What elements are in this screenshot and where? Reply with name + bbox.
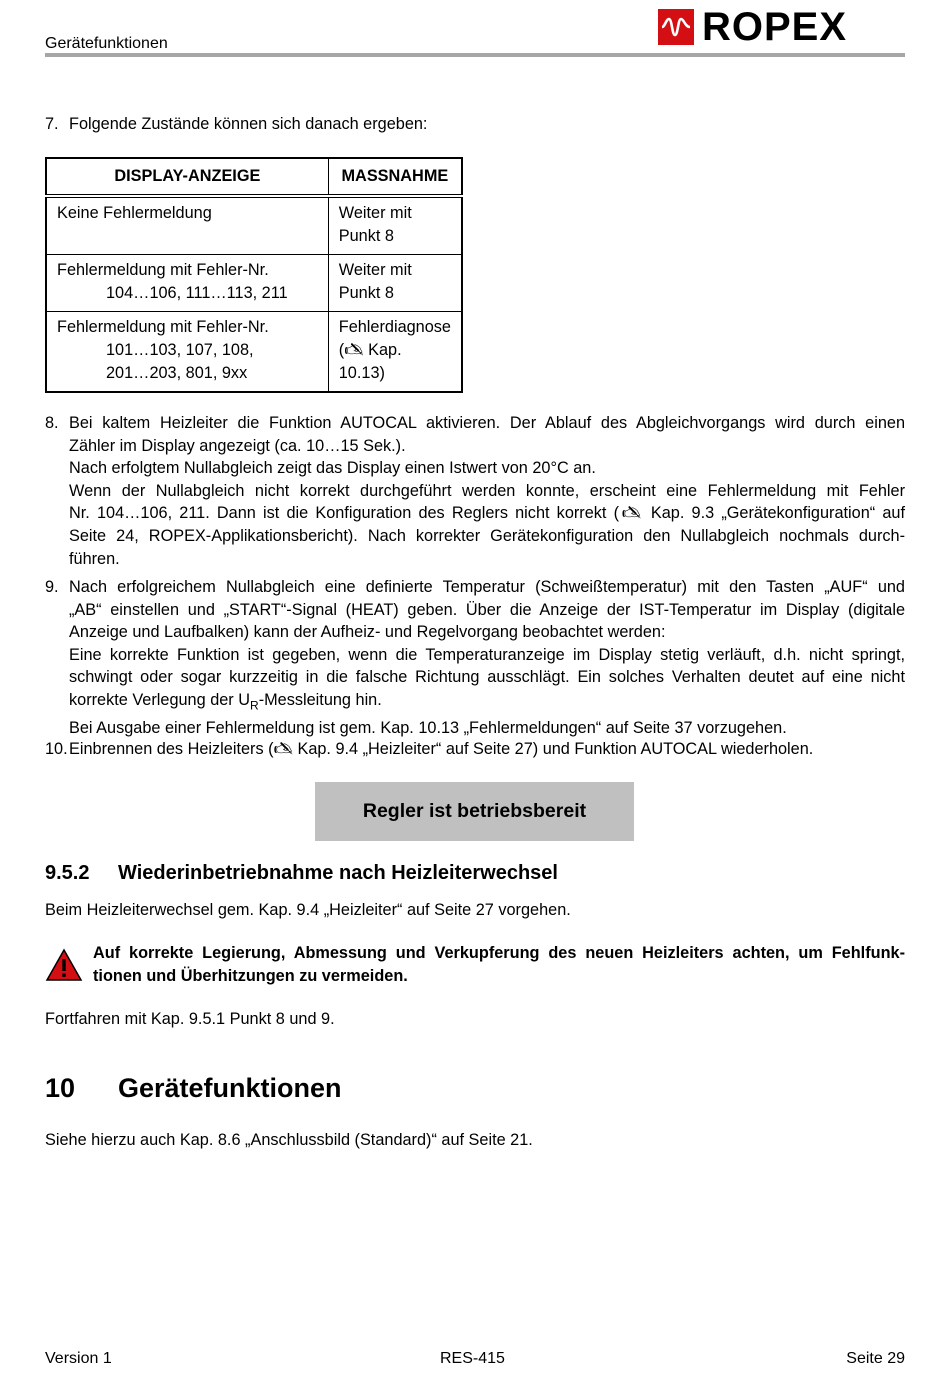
step-9-number: 9. [45,578,59,596]
text-line: Auf korrekte Legierung, Abmessung und Verkupferung des neuen Heizleiters achten, um Fehlfunk- [93,944,905,962]
header-divider [45,53,905,57]
ropex-logo [658,5,906,49]
text-line: Bei Ausgabe einer Fehlermeldung ist gem. Kap. 10.13 „Fehlermeldungen“ auf Seite 37 vorzugehen. [69,718,787,737]
table-row [46,196,462,255]
running-header: Gerätefunktionen [45,35,168,52]
cell-line: Weiter mit [338,204,412,222]
section-intro: Beim Heizleiterwechsel gem. Kap. 9.4 „Heizleiter“ auf Seite 27 vorgehen. [45,901,571,919]
table-cell-display [46,312,328,393]
text-line: Nach erfolgtem Nullabgleich zeigt das Display einen Istwert von 20°C an. [69,459,596,478]
warning-text [93,942,905,988]
text-line: tionen und Überhitzungen zu vermeiden. [93,967,408,985]
text-line: „AB“ einstellen und „START“-Signal (HEAT) geben. Über die Anzeige der IST-Temperatur im Display (digitale [69,600,905,619]
table-row [46,312,462,393]
ready-badge: Regler ist betriebsbereit [315,782,634,841]
cell-line: Fehlermeldung mit Fehler-Nr. [57,261,269,279]
ropex-wave-icon [658,9,694,45]
cell-line: Fehlerdiagnose [338,318,451,336]
text-fragment: korrekte Verlegung der U [69,690,251,709]
text-line: Anzeige und Laufbalken) kann der Aufheiz- und Regelvorgang beobachtet werden: [69,623,666,642]
text-line: Wenn der Nullabgleich nicht korrekt durchgeführt werden konnte, erscheint eine Fehlermeldung mit Fehler [69,481,905,500]
table-cell-action [328,255,462,312]
text-line: Eine korrekte Funktion ist gegeben, wenn die Temperaturanzeige im Display stetig verläuft, d.h. nicht springt, [69,645,905,664]
text-line [69,689,905,717]
step-10-text: Einbrennen des Heizleiters (🖎 Kap. 9.4 „Heizleiter“ auf Seite 27) und Funktion AUTOCAL wiederholen. [69,740,814,758]
cell-line: Punkt 8 [338,227,394,245]
footer-page-number: Seite 29 [846,1350,905,1367]
text-line: Nach erfolgreichem Nullabgleich eine definierte Temperatur (Schweißtemperatur) mit den Tasten „AUF“ und [69,578,905,596]
step-7-number: 7. [45,115,59,133]
continue-text: Fortfahren mit Kap. 9.5.1 Punkt 8 und 9. [45,1010,335,1028]
text-line: Nr. 104…106, 211. Dann ist die Konfiguration des Reglers nicht korrekt (🖎 Kap. 9.3 „Gerätekonfiguration“ auf [69,504,905,523]
text-line: führen. [69,549,120,568]
step-10-number: 10. [45,740,68,758]
cell-line: 104…106, 111…113, 211 [106,284,288,302]
step-7-text: Folgende Zustände können sich danach ergeben: [69,115,428,133]
table-header-action: MASSNAHME [328,158,462,196]
cell-line: 201…203, 801, 9xx [106,364,248,382]
cell-line: Fehlermeldung mit Fehler-Nr. [57,318,269,336]
subscript-r: R [250,698,259,713]
section-number: 9.5.2 [45,862,90,884]
cell-line: (🖎 Kap. 10.13) [338,341,402,382]
section-title: Wiederinbetriebnahme nach Heizleiterwechsel [118,862,558,884]
step-8-number: 8. [45,414,59,432]
text-line: Seite 24, ROPEX-Applikationsbericht). Nach korrekter Gerätekonfiguration den Nullabgleich nochmals durch- [69,526,905,545]
table-cell-display [46,196,328,255]
cell-line: Keine Fehlermeldung [57,204,212,222]
table-cell-display [46,255,328,312]
text-line: schwingt oder sogar kurzzeitig in die falsche Richtung ausschlägt. Ein solches Verhalten deutet auf eine nicht [69,668,905,687]
cell-line: 101…103, 107, 108, [106,341,254,359]
warning-icon [45,948,83,982]
status-table [45,157,463,393]
table-cell-action [328,196,462,255]
table-cell-action [328,312,462,393]
chapter-number: 10 [45,1073,76,1103]
table-header-row [46,158,462,196]
table-header-display: DISPLAY-ANZEIGE [46,158,328,196]
step-8-text [69,412,905,570]
table-row [46,255,462,312]
chapter-title: Gerätefunktionen [118,1073,342,1103]
footer-document: RES-415 [440,1350,505,1367]
text-fragment: -Messleitung hin. [258,690,382,709]
chapter-text: Siehe hierzu auch Kap. 8.6 „Anschlussbild (Standard)“ auf Seite 21. [45,1131,533,1149]
cell-line: Punkt 8 [338,284,394,302]
text-line: Bei kaltem Heizleiter die Funktion AUTOCAL aktivieren. Der Ablauf des Abgleichvorgangs wird durch einen [69,414,905,432]
step-9-text [69,576,905,739]
footer-version: Version 1 [45,1350,112,1367]
cell-line: Weiter mit [338,261,412,279]
text-line: Zähler im Display angezeigt (ca. 10…15 Sek.). [69,436,406,455]
ropex-logo-text: ROPEX [702,5,848,49]
